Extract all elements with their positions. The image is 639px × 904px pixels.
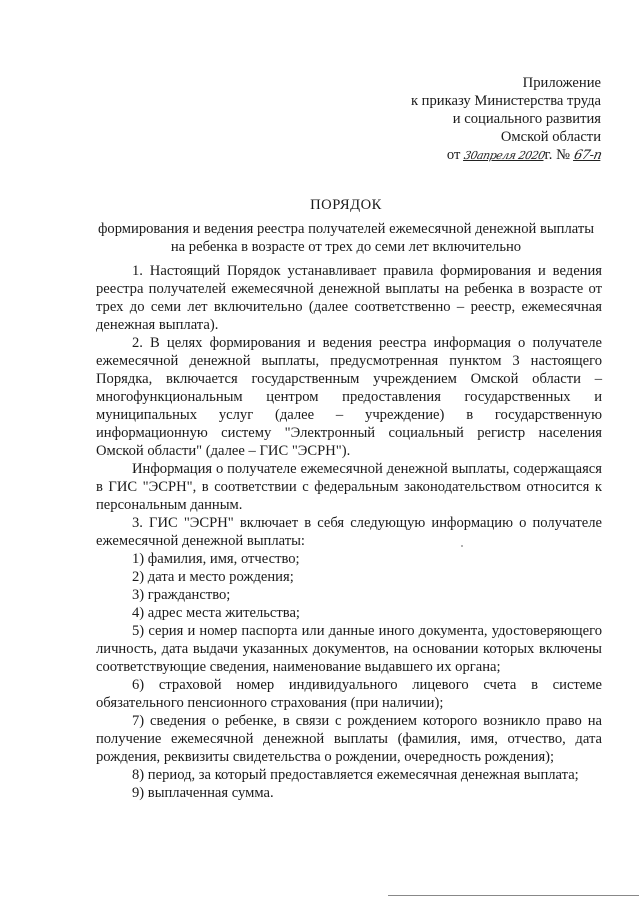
list-item-2: 2) дата и место рождения;	[132, 569, 294, 585]
list-item-1: 1) фамилия, имя, отчество;	[132, 551, 300, 567]
document-subtitle: формирования и ведения реестра получателей ежемесячной денежной выплаты на ребенка в возрасте от трех до семи лет включительно	[97, 221, 595, 255]
year-suffix: г. №	[544, 147, 571, 163]
annex-date-line	[411, 146, 601, 165]
list-item-8: 8) период, за который предоставляется ежемесячная денежная выплата;	[132, 767, 579, 783]
list-item-7: 7) сведения о ребенке, в связи с рождением которого возникло право на получение ежемесячной денежной выплаты (фамилия, имя, отчество, дата рождения, реквизиты свидетельства о рождении, очередность рождения);	[96, 713, 602, 765]
annex-line-1: Приложение	[522, 75, 601, 91]
scan-edge-line	[388, 895, 639, 896]
document-title-block	[96, 196, 596, 256]
annex-header	[411, 74, 601, 165]
paragraph-2: 2. В целях формирования и ведения реестра информация о получателе ежемесячной денежной выплаты, предусмотренная пунктом 3 настоящего Порядка, включается государственным учреждением Омской области – многофункциональным центром предоставления государственных и муниципальных услуг (далее – учреждение) в государственную информационную систему "Электронный социальный регистр населения Омской области" (далее – ГИС "ЭСРН").	[96, 335, 602, 459]
handwritten-number: 67-п	[572, 148, 603, 163]
list-item-4: 4) адрес места жительства;	[132, 605, 300, 621]
paragraph-3: 3. ГИС "ЭСРН" включает в себя следующую информацию о получателе ежемесячной денежной выплаты:	[96, 515, 602, 549]
list-item-5: 5) серия и номер паспорта или данные иного документа, удостоверяющего личность, дата выдачи указанных документов, на основании которых включены соответствующие сведения, наименование выдавшего их органа;	[96, 623, 602, 675]
annex-line-3: и социального развития	[452, 111, 601, 127]
list-item-6: 6) страховой номер индивидуального лицевого счета в системе обязательного пенсионного страхования (при наличии);	[96, 677, 602, 711]
annex-line-2: к приказу Министерства труда	[410, 93, 601, 109]
list-item-9: 9) выплаченная сумма.	[132, 785, 274, 801]
handwritten-date: 30апреля 2020	[462, 149, 546, 162]
annex-line-4: Омской области	[500, 129, 601, 145]
date-prefix: от	[446, 147, 461, 163]
scan-speck	[461, 545, 463, 547]
document-title: ПОРЯДОК	[310, 197, 382, 213]
list-item-3: 3) гражданство;	[132, 587, 231, 603]
paragraph-2-info: Информация о получателе ежемесячной денежной выплаты, содержащаяся в ГИС "ЭСРН", в соответствии с федеральным законодательством относится к персональным данным.	[96, 461, 602, 513]
document-body	[96, 262, 602, 802]
paragraph-1: 1. Настоящий Порядок устанавливает правила формирования и ведения реестра получателей ежемесячной денежной выплаты на ребенка в возрасте от трех до семи лет включительно (далее соответственно – реестр, ежемесячная денежная выплата).	[96, 263, 602, 333]
